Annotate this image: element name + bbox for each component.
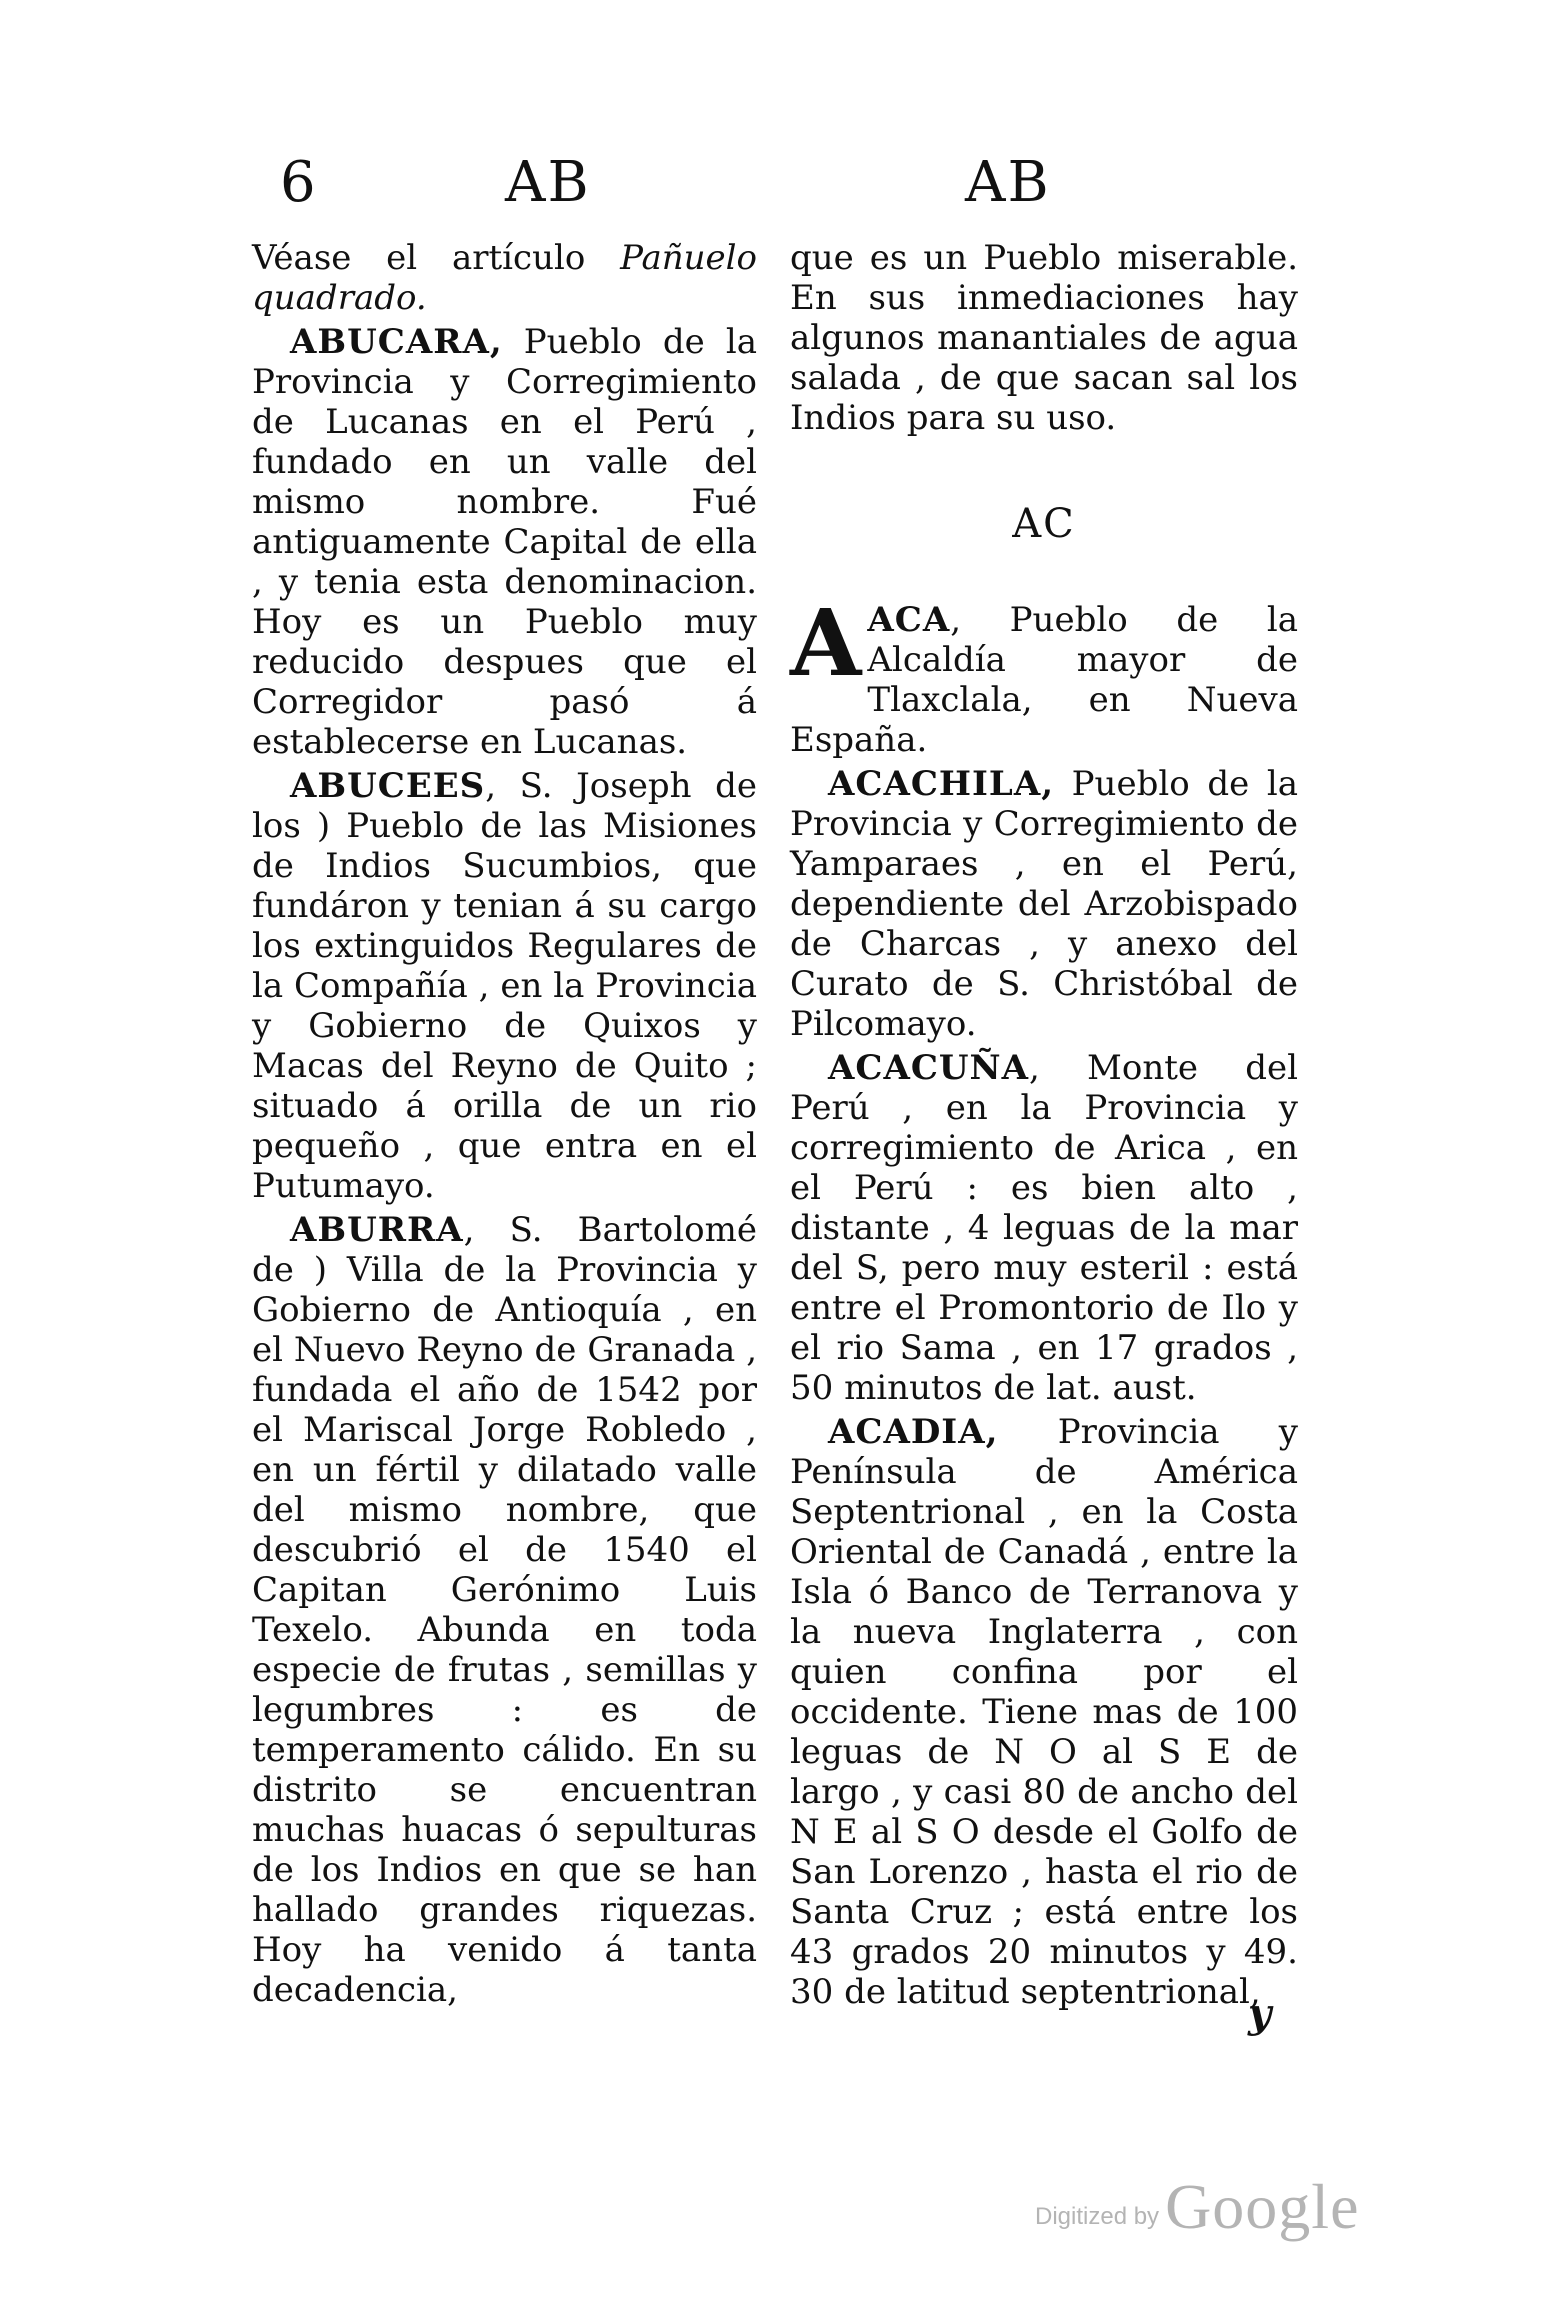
entry-acachila [790, 764, 1298, 1044]
entry-text: , Pueblo de la Alcaldía mayor de Tlaxclala, en Nueva España. [790, 600, 1298, 760]
entry-headword: ABUCEES [290, 766, 486, 806]
catchword: y [1248, 1990, 1272, 2037]
entry-headword: ABUCARA, [290, 322, 503, 362]
section-heading: AC [1012, 501, 1076, 547]
entry-headword: ACACUÑA [828, 1048, 1029, 1088]
entry-acacuna [790, 1048, 1298, 1408]
entry-headword: ABURRA [290, 1210, 464, 1250]
entry-text: , S. Bartolomé de ) Villa de la Provincia y Gobierno de Antioquía , en el Nuevo Reyno de Granada , fundada el año de 1542 por el Mariscal Jorge Robledo , en un fértil y dilatado valle del mismo nombre, que descubrió el de 1540 el Capitan Gerónimo Luis Texelo. Abunda en toda especie de frutas , semillas y legumbres : es de temperamento cálido. En su distrito se encuentran muchas huacas ó sepulturas de los Indios en que se han hallado grandes riquezas. Hoy ha venido á tanta decadencia, [252, 1210, 757, 2010]
entry-paragraph [252, 238, 757, 318]
entry-headword: ACACHILA, [828, 764, 1055, 804]
entry-headword: ACADIA, [828, 1412, 999, 1452]
entry-reference: Pañuelo quadrado. [252, 238, 757, 318]
watermark-small-text: Digitized by [1035, 2203, 1160, 2230]
entry-acadia [790, 1412, 1298, 2012]
entry-text: Provincia y Península de América Septentrional , en la Costa Oriental de Canadá , entre la Isla ó Banco de Terranova y la nueva Inglaterra , con quien confina por el occidente. Tiene mas de 100 leguas de N O al S E de largo , y casi 80 de ancho del N E al S O desde el Golfo de San Lorenzo , hasta el rio de Santa Cruz ; está entre los 43 grados 20 minutos y 49. 30 de latitud septentrional, [790, 1412, 1298, 2012]
entry-text: que es un Pueblo miserable. En sus inmediaciones hay algunos manantiales de agua salada , de que sacan sal los Indios para su uso. [790, 238, 1298, 438]
entry-abucees [252, 766, 757, 1206]
right-column [790, 238, 1298, 2012]
entry-text: , Monte del Perú , en la Provincia y corregimiento de Arica , en el Perú : es bien alto , distante , 4 leguas de la mar del S, pero muy esteril : está entre el Promontorio de Ilo y el rio Sama , en 17 grados , 50 minutos de lat. aust. [790, 1048, 1298, 1408]
drop-cap: A [790, 589, 862, 697]
entry-text: Pueblo de la Provincia y Corregimiento de Lucanas en el Perú , fundado en un valle del mismo nombre. Fué antiguamente Capital de ella , y tenia esta denominacion. Hoy es un Pueblo muy reducido despues que el Corregidor pasó á establecerse en Lucanas. [252, 322, 757, 762]
page-number: 6 [280, 150, 316, 215]
running-head-right: AB [965, 150, 1051, 215]
entry-continuation [790, 238, 1298, 438]
entry-text: Véase el artículo [252, 238, 621, 278]
left-column [252, 238, 757, 2010]
entry-aburra [252, 1210, 757, 2010]
entry-abucara [252, 322, 757, 762]
entry-text: Pueblo de la Provincia y Corregimiento de Yamparaes , en el Perú, dependiente del Arzobispado de Charcas , y anexo del Curato de S. Christóbal de Pilcomayo. [790, 764, 1298, 1044]
watermark-logo-text: Google [1165, 2171, 1360, 2242]
entry-text: , S. Joseph de los ) Pueblo de las Misiones de Indios Sucumbios, que fundáron y tenian á su cargo los extinguidos Regulares de la Compañía , en la Provincia y Gobierno de Quixos y Macas del Reyno de Quito ; situado á orilla de un rio pequeño , que entra en el Putumayo. [252, 766, 757, 1206]
running-head-left: AB [505, 150, 591, 215]
entry-headword: ACA [867, 600, 951, 640]
digitized-watermark [1035, 2170, 1359, 2244]
entry-aca [790, 589, 1298, 760]
